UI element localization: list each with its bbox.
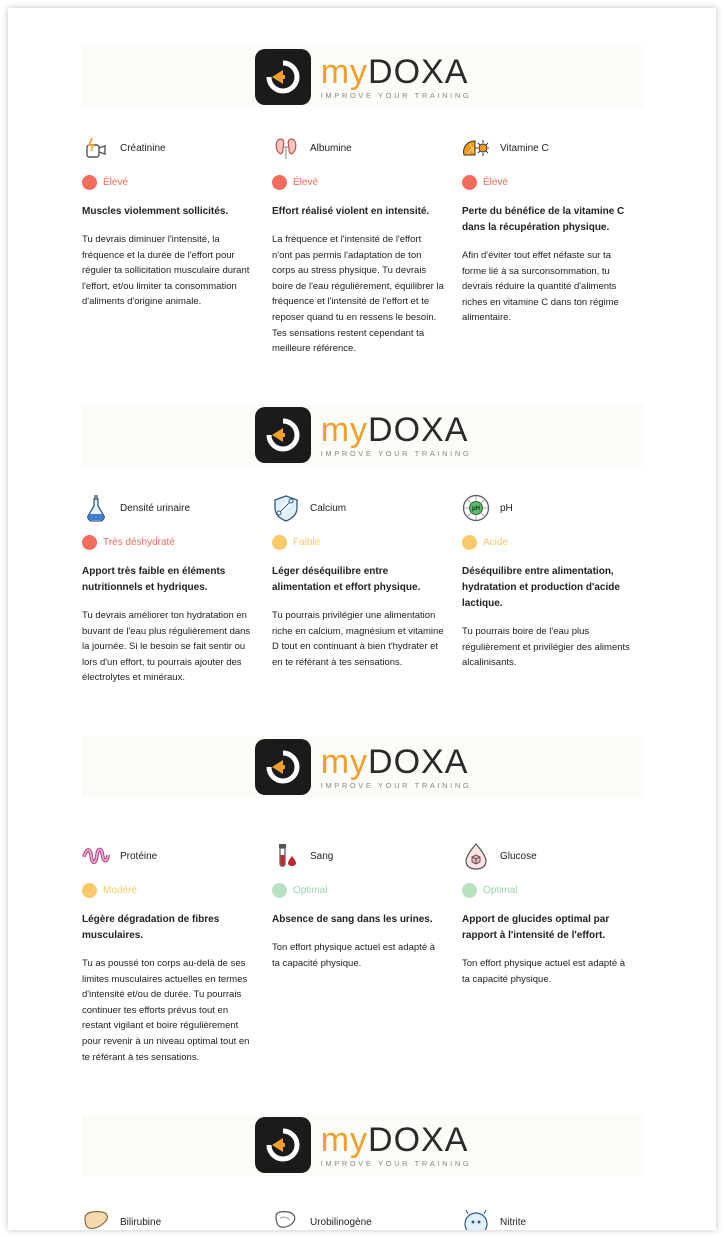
result-advice: Afin d'éviter tout effet néfaste sur ta forme lié à sa surconsommation, tu devrais réduire la quantité d'aliments riches en vitamine C dans ton régime alimentaire. — [462, 250, 619, 324]
bone-shield-icon — [272, 494, 300, 522]
logo-band — [82, 1114, 644, 1176]
sugar-icon — [462, 842, 490, 870]
logo-band — [82, 46, 644, 108]
logo-band — [82, 404, 644, 466]
status-label: Optimal — [483, 884, 518, 896]
result-advice: La fréquence et l'intensité de l'effort n'ont pas permis l'adaptation de ton corps au stress physique. Tu devrais boire de l'eau régulièrement, équilibrer la fréquence et l'intensité de l'effort et te reposer quand tu en ressens le besoin. Tes sensations restent cependant ta meilleure référence. — [272, 234, 444, 355]
biomarker-card-densite-urinaire — [82, 492, 272, 686]
biomarker-card-ph — [462, 492, 652, 686]
biomarker-name: Albumine — [310, 142, 352, 154]
biomarker-card-vitamine-c — [462, 132, 652, 357]
result-advice: Ton effort physique actuel est adapté à ta capacité physique. — [272, 942, 436, 969]
svg-text:pH: pH — [472, 506, 480, 512]
flask-icon — [82, 494, 110, 522]
status-label: Très déshydraté — [103, 536, 175, 548]
biomarker-name: Vitamine C — [500, 142, 549, 154]
status-label: Élevé — [483, 176, 509, 188]
brand-doxa: DOXA — [368, 1120, 469, 1159]
result-advice: Ton effort physique actuel est adapté à ta capacité physique. — [462, 958, 626, 985]
status-dot — [82, 535, 97, 550]
biomarker-row — [82, 132, 652, 357]
status-label: Faible — [293, 536, 321, 548]
biomarker-name: Densité urinaire — [120, 502, 191, 514]
mydoxa-logo-icon — [255, 49, 311, 105]
biomarker-name: Sang — [310, 850, 334, 862]
result-heading: Perte du bénéfice de la vitamine C dans la récupération physique. — [462, 206, 625, 233]
biomarker-name: Protéine — [120, 850, 158, 862]
kidney-icon — [272, 134, 300, 162]
biomarker-card-glucose — [462, 840, 652, 1065]
blood-tube-icon — [272, 842, 300, 870]
liver-icon — [82, 1208, 110, 1230]
status-dot — [272, 175, 287, 190]
mydoxa-logo-icon — [255, 739, 311, 795]
mydoxa-logo-icon — [255, 407, 311, 463]
result-advice: Tu devrais améliorer ton hydratation en buvant de l'eau plus régulièrement dans la journée. Si le besoin se fait sentir ou lors d'un effort, tu pourrais ajouter des électrolytes et minéraux. — [82, 610, 251, 684]
biomarker-name: Glucose — [500, 850, 537, 862]
status-dot — [272, 535, 287, 550]
biomarker-name: Nitrite — [500, 1216, 527, 1228]
biomarker-card-nitrite — [462, 1206, 652, 1230]
brand-tagline: IMPROVE YOUR TRAINING — [320, 1158, 472, 1168]
biomarker-name: Bilirubine — [120, 1216, 162, 1228]
status-dot — [272, 883, 287, 898]
brand-my: my — [320, 1120, 369, 1159]
result-heading: Léger déséquilibre entre alimentation et effort physique. — [272, 566, 421, 593]
biomarker-row — [82, 840, 652, 1065]
ph-icon — [462, 494, 490, 522]
result-advice: Tu pourrais boire de l'eau plus régulièrement et privilégier des aliments alcalinisants. — [462, 626, 630, 669]
status-dot — [462, 883, 477, 898]
result-heading: Absence de sang dans les urines. — [272, 914, 433, 925]
status-dot — [82, 175, 97, 190]
bacteria-icon — [462, 1208, 490, 1230]
biomarker-name: Urobilinogène — [310, 1216, 372, 1228]
result-advice: Tu as poussé ton corps au-delà de ses limites musculaires actuelles en termes d'intensité et/ou de durée. Tu pourrais continuer tes efforts prévus tout en restant vigilant et boire régulièrement pour revenir à un niveau optimal tout en te référant à tes sensations. — [82, 958, 250, 1063]
biomarker-card-creatinine — [82, 132, 272, 357]
biomarker-name: pH — [500, 502, 513, 514]
status-label: Acide — [483, 536, 509, 548]
result-heading: Déséquilibre entre alimentation, hydratation et production d'acide lactique. — [462, 566, 620, 609]
biomarker-card-sang — [272, 840, 462, 1065]
status-label: Élevé — [103, 176, 129, 188]
brand-doxa: DOXA — [368, 410, 469, 449]
result-heading: Légère dégradation de fibres musculaires. — [82, 914, 220, 941]
status-dot — [82, 883, 97, 898]
result-advice: Tu pourrais privilégier une alimentation riche en calcium, magnésium et vitamine D tout en continuant à bien t'hydrater et en te référant à tes sensations. — [272, 610, 444, 668]
result-heading: Muscles violemment sollicités. — [82, 206, 229, 217]
brand-my: my — [320, 52, 369, 91]
biomarker-name: Calcium — [310, 502, 347, 514]
creatinine-icon — [82, 134, 110, 162]
brand-tagline: IMPROVE YOUR TRAINING — [320, 90, 472, 100]
brand-tagline: IMPROVE YOUR TRAINING — [320, 448, 472, 458]
result-heading: Apport très faible en éléments nutritionnels et hydriques. — [82, 566, 226, 593]
result-heading: Apport de glucides optimal par rapport à l'intensité de l'effort. — [462, 914, 610, 941]
brand-doxa: DOXA — [368, 742, 469, 781]
report-page — [8, 8, 716, 1230]
result-heading: Effort réalisé violent en intensité. — [272, 206, 430, 217]
brand-my: my — [320, 742, 369, 781]
brand-my: my — [320, 410, 369, 449]
protein-icon — [82, 842, 110, 870]
orange-icon — [462, 134, 490, 162]
logo-band — [82, 736, 644, 798]
biomarker-row — [82, 492, 652, 686]
mydoxa-logo-icon — [255, 1117, 311, 1173]
biomarker-card-bilirubine — [82, 1206, 272, 1230]
brand-tagline: IMPROVE YOUR TRAINING — [320, 780, 472, 790]
brand-doxa: DOXA — [368, 52, 469, 91]
biomarker-name: Créatinine — [120, 142, 166, 154]
biomarker-row — [82, 1206, 652, 1230]
status-dot — [462, 535, 477, 550]
status-label: Modéré — [103, 884, 137, 896]
status-label: Élevé — [293, 176, 319, 188]
biomarker-card-proteine — [82, 840, 272, 1065]
organ-icon — [272, 1208, 300, 1230]
result-advice: Tu devrais diminuer l'intensité, la fréquence et la durée de l'effort pour réguler ta sollicitation musculaire durant l'effort, et/ou limiter ta consommation d'aliments d'origine animale. — [82, 234, 250, 308]
biomarker-card-albumine — [272, 132, 462, 357]
biomarker-card-urobilinogene — [272, 1206, 462, 1230]
biomarker-card-calcium — [272, 492, 462, 686]
status-label: Optimal — [293, 884, 328, 896]
status-dot — [462, 175, 477, 190]
